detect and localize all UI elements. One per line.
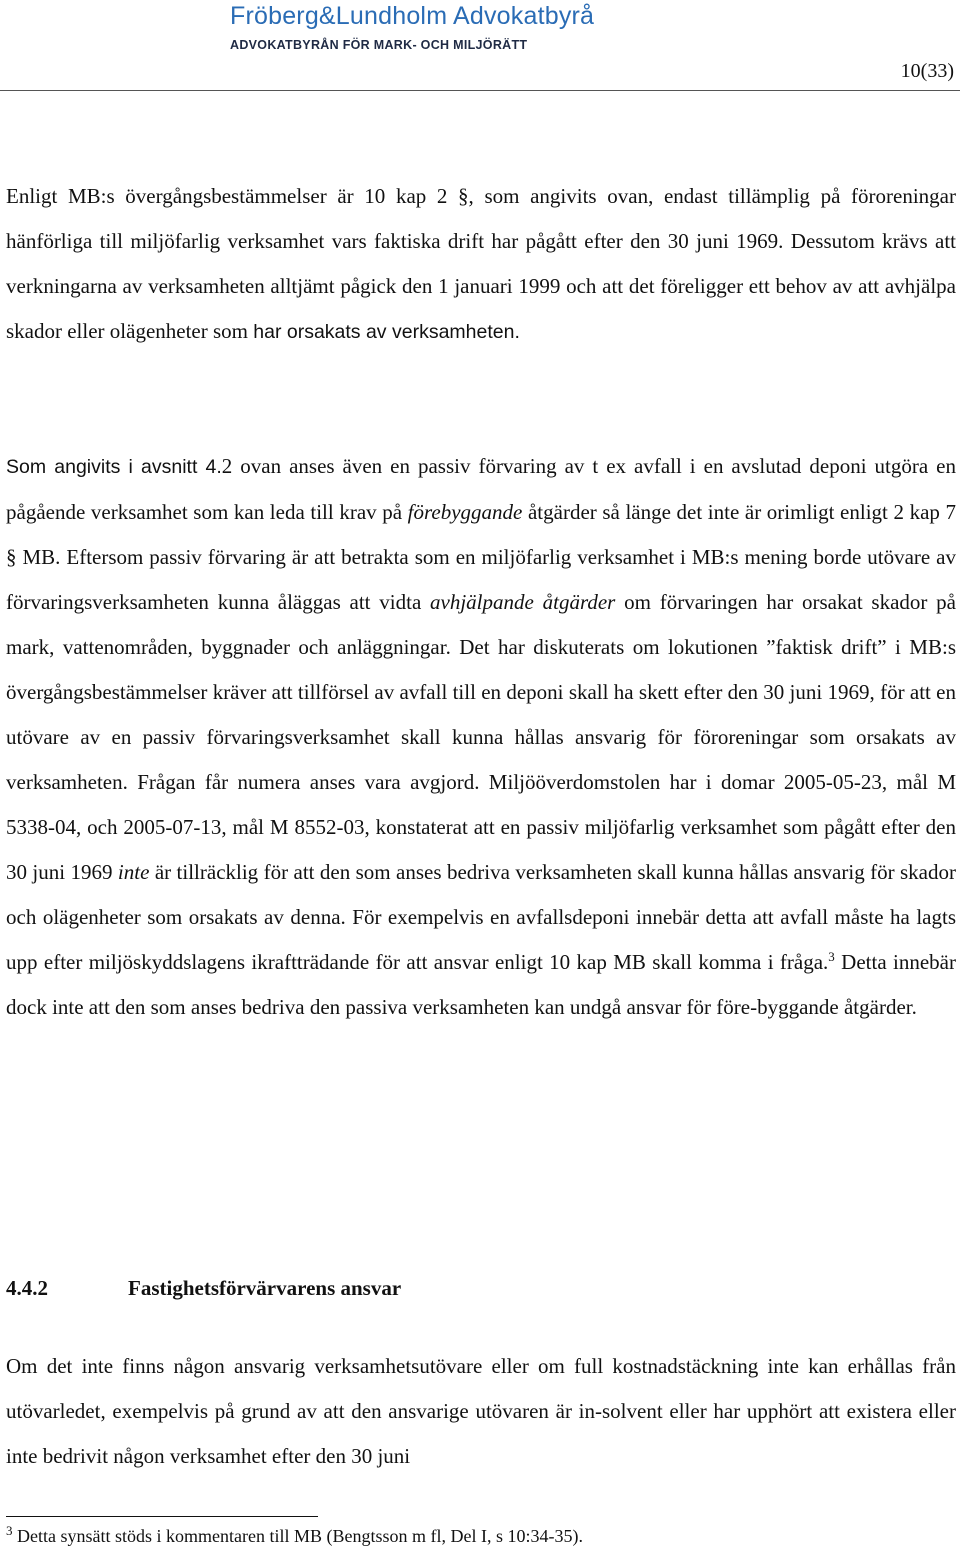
emphasis-text: avhjälpande åtgärder [430,590,616,614]
section-number: 4.4.2 [6,1276,48,1300]
page-number: 10(33) [900,60,954,82]
header-divider [0,90,960,91]
emphasis-text: inte [117,860,150,884]
paragraph-text: 2 ovan anses även en passiv förvaring av t ex avfall i en avslutad deponi utgöra en pågående verksamhet som kan leda till krav på [6,454,956,524]
paragraph-text: Om det inte finns någon ansvarig verksamhetsutövare eller om full kostnadstäckning inte kan erhållas från utövarledet, exempelvis på grund av att den ansvarige utövaren är in-solvent eller har upphört att existera eller inte bedrivit någon verksamhet efter den 30 juni [6,1354,956,1468]
section-heading [6,1276,401,1301]
footnote [6,1523,583,1547]
footnote-text: Detta synsätt stöds i kommentaren till MB (Bengtsson m fl, Del I, s 10:34-35). [12,1526,583,1546]
paragraph-property-acquirer [6,1344,956,1479]
footnote-divider [6,1516,318,1517]
paragraph-transition-rules [6,174,956,355]
footnote-marker: 3 [6,1523,13,1538]
paragraph-text: Enligt MB:s övergångsbestämmelser är 10 kap 2 §, som angivits ovan, endast tillämplig på föroreningar hänförliga till miljöfarlig verksamhet vars faktiska drift har pågått efter den 30 juni 1969. [6,184,956,253]
section-title: Fastighetsförvärvarens ansvar [128,1276,402,1300]
paragraph-text: Som angivits i avsnitt 4. [6,456,222,478]
logo-name: Fröberg&Lundholm Advokatbyrå [230,2,595,30]
footnote-reference[interactable]: 3 [828,949,835,964]
paragraph-text: Detta innebär dock inte att den som anses bedriva den passiva verksamheten kan undgå ansvar för före-byggande åtgärder. [6,950,956,1019]
paragraph-text: åtgärder så länge det inte är orimligt enligt 2 kap 7 § MB. Eftersom passiv förvaring är att betrakta som en miljöfarlig verksamhet i MB:s mening borde utövare av förvaringsverksamheten kunna åläggas att vidta [6,500,957,614]
paragraph-passive-storage [6,444,956,1030]
paragraph-text: Dessutom krävs att verkningarna av verksamheten alltjämt pågick den 1 januari 1999 och att det föreligger ett behov av att avhjälpa skador eller olägenheter som [6,229,956,343]
paragraph-text: om förvaringen har orsakat skador på mark, vattenområden, byggnader och anläggningar. Det har diskuterats om lokutionen ”faktisk drift” i MB:s övergångsbestämmelser kräver att tillförsel av avfall till en deponi skall ha skett efter den 30 juni 1969, för att en utövare av en passiv förvaringsverksamhet skall kunna hållas ansvarig för föroreningar som orsakats av verksamheten. Frågan får numera anses vara avgjord. Miljööverdomstolen har i domar 2005-05-23, mål M 5338-04, och 2005-07-13, mål M 8552-03, konstaterat att en passiv miljöfarlig verksamhet som pågått efter den 30 juni 1969 [6,590,956,884]
emphasis-text: förebyggande [407,500,523,524]
logo-tagline: ADVOKATBYRÅN FÖR MARK- OCH MILJÖRÄTT [230,38,528,52]
paragraph-text: är tillräcklig för att den som anses bedriva verksamheten skall kunna hållas ansvarig för skador och olägenheter som orsakats av denna. För exempelvis en avfallsdeponi innebär detta att avfall måste ha lagts upp efter miljöskyddslagens ikraftträdande för att ansvar enligt 10 kap MB skall komma i fråga. [6,860,956,974]
paragraph-text: har orsakats av verksamheten. [253,321,520,343]
